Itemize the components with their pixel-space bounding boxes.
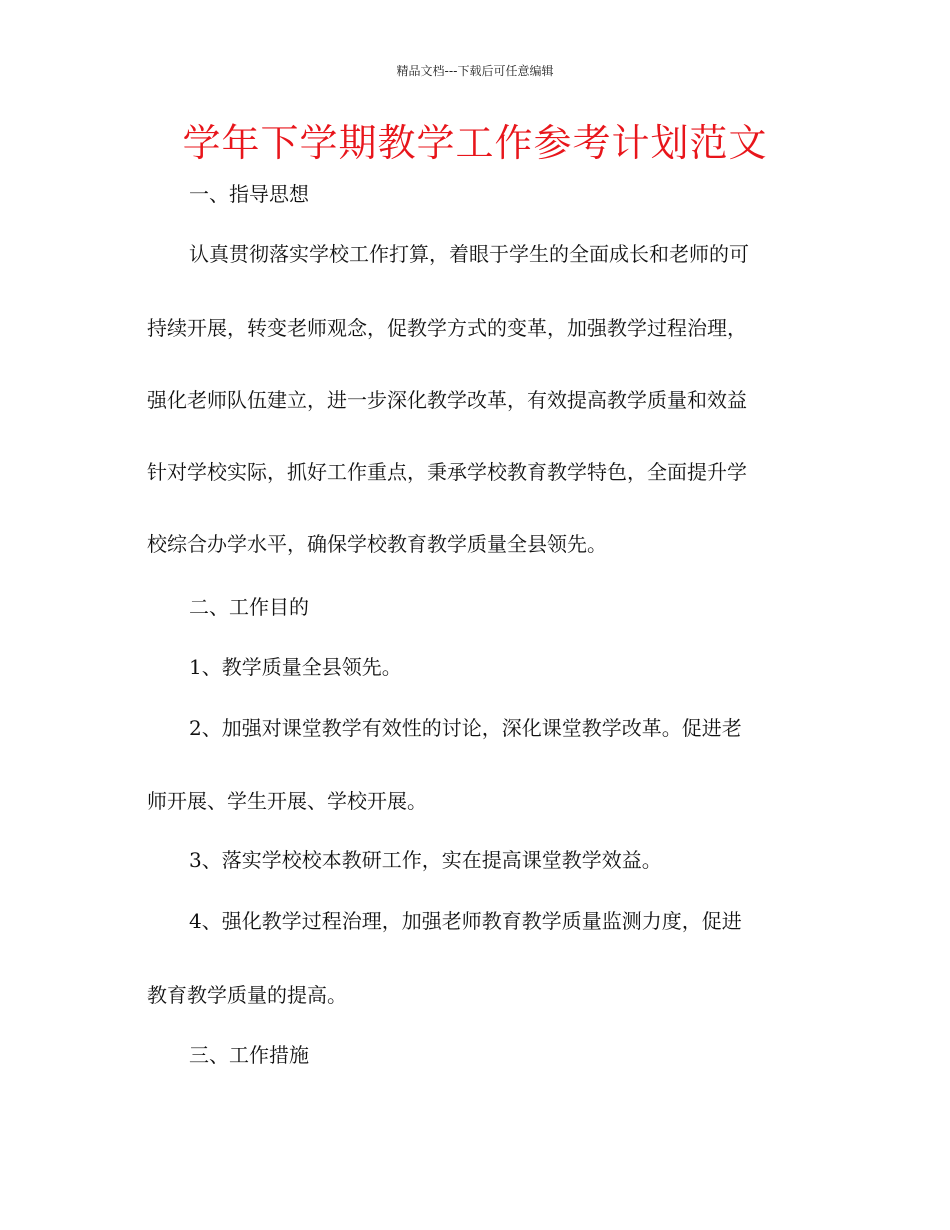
list-item: 4、强化教学过程治理，加强老师教育教学质量监测力度，促进: [189, 909, 742, 933]
list-item: 1、教学质量全县领先。: [189, 655, 402, 679]
section-heading-work-goals: 二、工作目的: [189, 595, 309, 619]
header-note: 精品文档---下载后可任意编辑: [396, 64, 554, 78]
paragraph-line: 持续开展，转变老师观念，促教学方式的变革，加强教学过程治理，: [147, 316, 747, 340]
paragraph-line: 校综合办学水平，确保学校教育教学质量全县领先。: [147, 532, 607, 556]
paragraph-line: 认真贯彻落实学校工作打算，着眼于学生的全面成长和老师的可: [189, 242, 749, 266]
list-item: 2、加强对课堂教学有效性的讨论，深化课堂教学改革。促进老: [189, 716, 742, 740]
section-heading-guiding-ideology: 一、指导思想: [189, 182, 309, 206]
paragraph-line: 教育教学质量的提高。: [147, 983, 347, 1007]
paragraph-line: 师开展、学生开展、学校开展。: [147, 789, 427, 813]
document-title: 学年下学期教学工作参考计划范文: [182, 121, 768, 165]
list-item: 3、落实学校校本教研工作，实在提高课堂教学效益。: [189, 848, 662, 872]
paragraph-line: 针对学校实际，抓好工作重点，秉承学校教育教学特色，全面提升学: [147, 460, 747, 484]
section-heading-work-measures: 三、工作措施: [189, 1043, 309, 1067]
paragraph-line: 强化老师队伍建立，进一步深化教学改革，有效提高教学质量和效益: [147, 388, 747, 412]
